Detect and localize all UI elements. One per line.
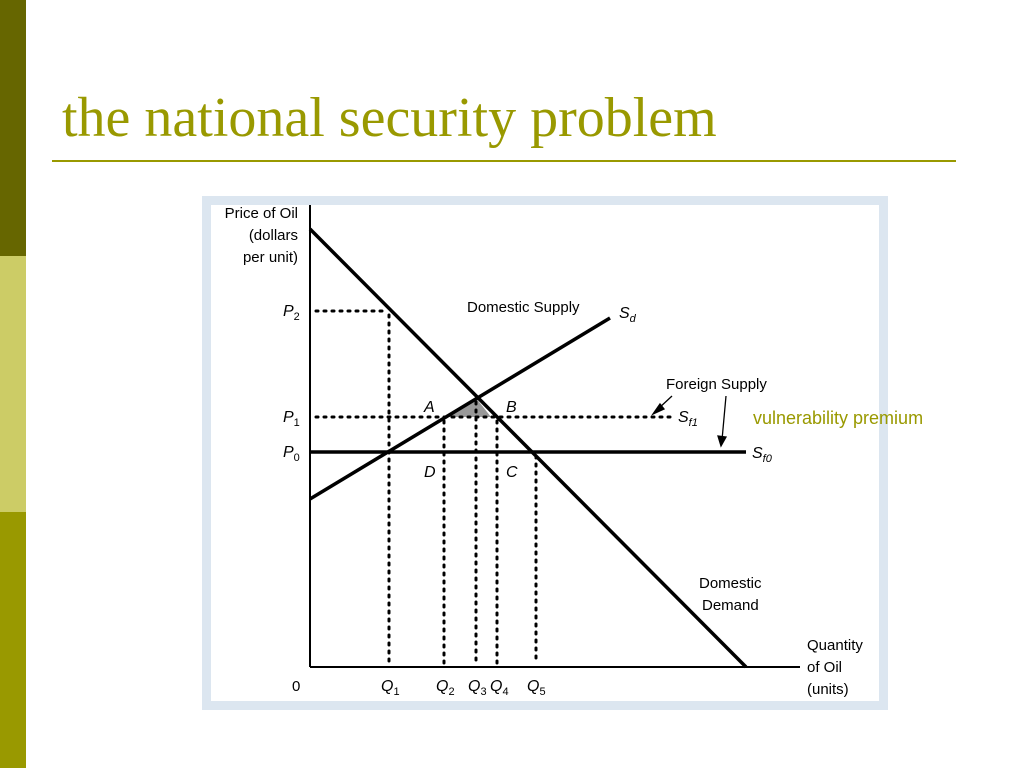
point-label-a: A <box>424 399 435 416</box>
point-label-b: B <box>506 399 517 416</box>
domestic-demand-label-line-2: Demand <box>702 597 759 614</box>
foreign-supply-label: Foreign Supply <box>666 376 767 393</box>
arrowhead-sf0 <box>718 436 726 446</box>
x-axis-label-line-3: (units) <box>807 681 849 698</box>
diagram-frame <box>202 196 888 710</box>
quantity-label-q2: $Q_2$ <box>436 678 455 698</box>
dotted-guides <box>316 311 672 663</box>
y-axis-label-line-1: Price of Oil <box>224 205 298 222</box>
origin-label: 0 <box>292 678 301 695</box>
supply-demand-diagram <box>211 205 879 701</box>
slide-title: the national security problem <box>62 87 717 149</box>
domestic-supply-curve <box>310 318 610 499</box>
x-axis-label-line-2: of Oil <box>807 659 843 676</box>
y-axis-label-line-2: (dollars <box>248 227 298 244</box>
domestic-supply-label: Domestic Supply <box>467 299 580 316</box>
quantity-label-q1: $Q_1$ <box>381 678 400 698</box>
y-axis-label-line-3: per unit) <box>242 249 298 266</box>
title-underline <box>52 160 956 162</box>
accent-bar-top <box>0 0 26 256</box>
price-label-p2: $P_2$ <box>283 303 300 323</box>
x-axis-label-line-1: Quantity <box>807 637 863 654</box>
price-label-p0: $P_0$ <box>283 444 300 464</box>
domestic-supply-symbol: $S_d$ <box>619 305 636 325</box>
point-label-c: C <box>506 464 518 481</box>
accent-bar-middle <box>0 256 26 512</box>
arrow-to-sf0 <box>722 396 726 440</box>
quantity-label-q3: $Q_3$ <box>468 678 487 698</box>
vulnerability-premium-annotation: vulnerability premium <box>753 408 924 428</box>
quantity-label-q4: $Q_4$ <box>490 678 509 698</box>
accent-bar-bottom <box>0 512 26 768</box>
quantity-label-q5: $Q_5$ <box>527 678 546 698</box>
foreign-supply-f0-symbol: $S_{f0}$ <box>752 445 772 465</box>
domestic-demand-curve <box>310 229 746 667</box>
price-label-p1: $P_1$ <box>283 409 300 429</box>
domestic-demand-label-line-1: Domestic <box>699 575 762 592</box>
foreign-supply-f1-symbol: $S_{f1}$ <box>678 409 698 429</box>
point-label-d: D <box>424 464 436 481</box>
